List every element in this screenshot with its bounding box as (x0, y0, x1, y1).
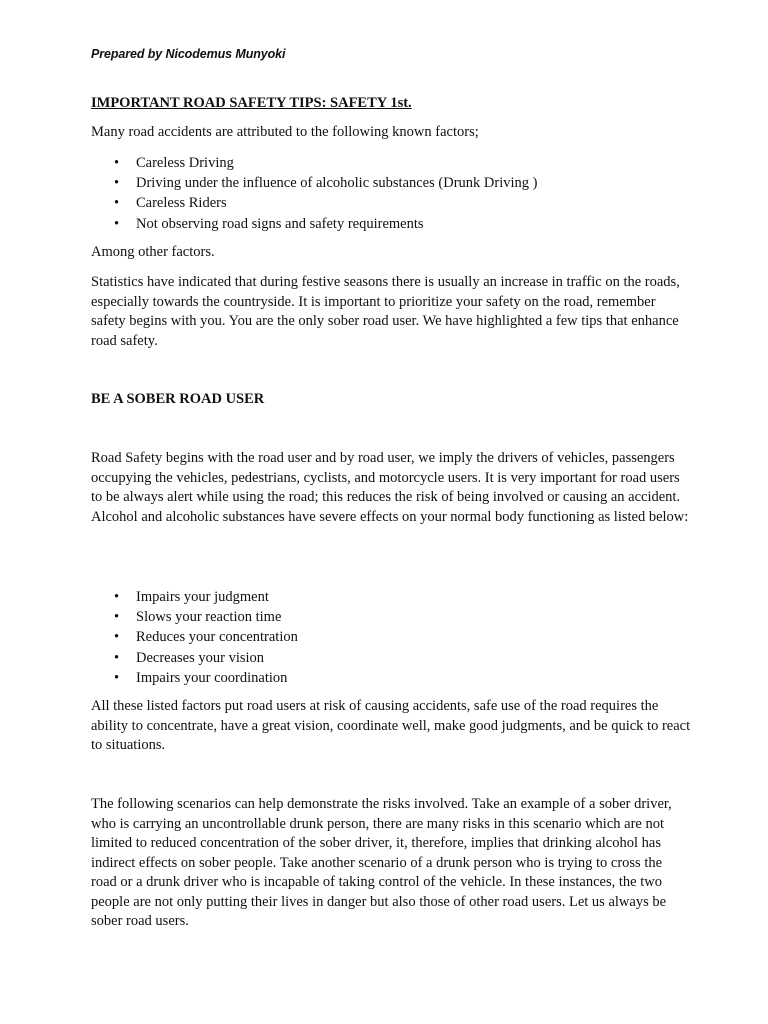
bullet-icon: • (114, 629, 120, 646)
list-item: • Slows your reaction time (91, 607, 691, 627)
factors-list (91, 153, 691, 234)
bullet-icon: • (114, 175, 120, 192)
intro-paragraph: Many road accidents are attributed to the following known factors; (91, 124, 479, 140)
list-item: • Careless Driving (91, 153, 691, 173)
road-safety-paragraph: Road Safety begins with the road user and by road user, we imply the drivers of vehicles, passengers occupying the vehicles, pedestrians, cyclists, and motorcycle users. It is very important for road users to be always alert while using the road; this reduces the risk of being involved or causing an accident. Alcohol and alcoholic substances have severe effects on your normal body functioning as listed below: (91, 450, 689, 525)
bullet-icon: • (114, 195, 120, 212)
list-item: • Impairs your coordination (91, 668, 691, 688)
statistics-paragraph: Statistics have indicated that during festive seasons there is usually an increase in traffic on the roads, especially towards the countryside. It is important to prioritize your safety on the road, remember safety begins with you. You are the only sober road user. We have highlighted a few tips that enhance road safety. (91, 274, 680, 349)
list-item: • Reduces your concentration (91, 627, 691, 647)
risk-paragraph: All these listed factors put road users at risk of causing accidents, safe use of the road requires the ability to concentrate, have a great vision, coordinate well, make good judgments, and be quick to react to situations. (91, 698, 691, 753)
bullet-icon: • (114, 649, 120, 666)
list-item: • Decreases your vision (91, 648, 691, 668)
author-line: Prepared by Nicodemus Munyoki (91, 47, 286, 61)
bullet-icon: • (114, 589, 120, 605)
effects-list (91, 587, 691, 688)
bullet-icon: • (114, 669, 120, 686)
document-title: IMPORTANT ROAD SAFETY TIPS: SAFETY 1st. (91, 95, 412, 111)
bullet-icon: • (114, 609, 120, 626)
list-item: • Driving under the influence of alcoholic substances (Drunk Driving ) (91, 173, 691, 193)
other-factors-paragraph: Among other factors. (91, 244, 215, 260)
bullet-icon: • (114, 215, 120, 232)
list-item: • Impairs your judgment (91, 587, 691, 607)
list-item: • Not observing road signs and safety requirements (91, 214, 691, 234)
bullet-icon: • (114, 155, 120, 171)
scenario-paragraph: The following scenarios can help demonstrate the risks involved. Take an example of a sober driver, who is carrying an uncontrollable drunk person, there are many risks in this scenario which are not limited to reduced concentration of the sober driver, it, therefore, implies that drinking alcohol has indirect effects on sober people. Take another scenario of a drunk person who is trying to cross the road or a drunk driver who is incapable of taking control of the vehicle. In these instances, the two people are not only putting their lives in danger but also those of other road users. Let us always be sober road users. (91, 796, 672, 929)
section-heading: BE A SOBER ROAD USER (91, 391, 265, 407)
list-item: • Careless Riders (91, 193, 691, 213)
